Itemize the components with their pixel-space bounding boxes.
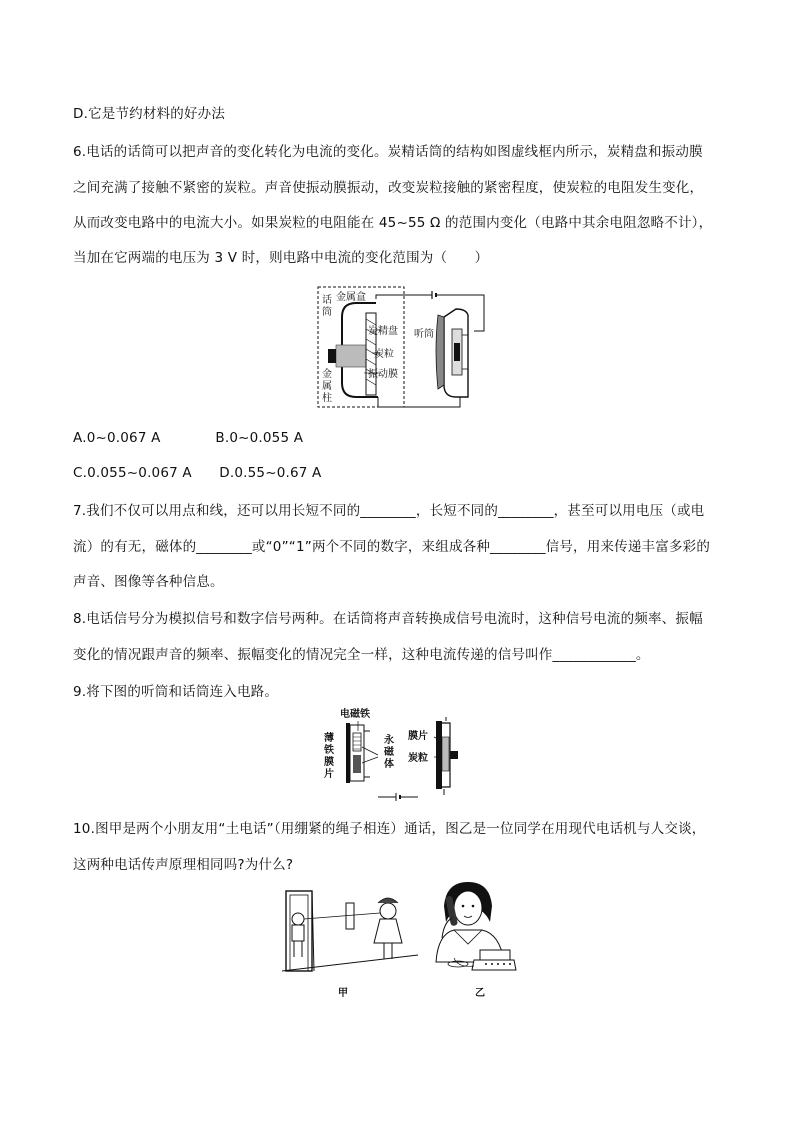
- label-metal-post-2: 属: [322, 381, 332, 392]
- label-receiver: 听筒: [414, 329, 434, 340]
- caption-jia: 甲: [338, 988, 348, 999]
- label-metal-post-1: 金: [322, 369, 332, 380]
- receiver-microphone-figure: [322, 707, 472, 803]
- q7-line-1: 7.我们不仅可以用点和线，还可以用长短不同的________，长短不同的________，甚至可以用电压（或电: [73, 503, 705, 519]
- label-iron-film-3: 膜: [324, 757, 334, 768]
- label-metal-box: 金属盒: [336, 292, 366, 303]
- label-metal-post-3: 柱: [322, 393, 332, 404]
- label-iron-film-4: 片: [324, 769, 334, 780]
- q6-line-1: 6.电话的话筒可以把声音的变化转化为电流的变化。炭精话筒的结构如图虚线框内所示，炭精盘和振动膜: [73, 144, 703, 160]
- carbon-microphone-figure: [316, 285, 488, 411]
- string-phone-illustration: [280, 885, 420, 977]
- q6-line-2: 之间充满了接触不紧密的炭粒。声音使振动膜振动，改变炭粒接触的紧密程度，使炭粒的电阻发生变化，: [73, 180, 704, 196]
- q6-options-ab: A.0~0.067 A B.0~0.055 A: [73, 430, 304, 446]
- label-iron-film-1: 薄: [324, 733, 334, 744]
- label-iron-film-2: 铁: [324, 745, 334, 756]
- label-mic-1: 话: [322, 295, 332, 306]
- label-carbon-grain: 炭粒: [374, 349, 394, 360]
- option-d: D.它是节约材料的好办法: [73, 106, 226, 122]
- label-magnet-2: 磁: [384, 747, 394, 758]
- label-diaphragm: 振动膜: [368, 369, 398, 380]
- q7-line-2: 流）的有无，磁体的________或“0”“1”两个不同的数字，来组成各种________信号，用来传递丰富多彩的: [73, 539, 711, 555]
- label-mic-2: 筒: [322, 307, 332, 318]
- label-magnet-3: 体: [384, 759, 394, 770]
- q8-line-1: 8.电话信号分为模拟信号和数字信号两种。在话筒将声音转换成信号电流时，这种信号电流的频率、振幅: [73, 611, 703, 627]
- label-film: 膜片: [408, 731, 428, 742]
- q10-line-1: 10.图甲是两个小朋友用“土电话”（用绷紧的绳子相连）通话，图乙是一位同学在用现代电话机与人交谈，: [73, 821, 706, 837]
- q6-line-4: 当加在它两端的电压为 3 V 时，则电路中电流的变化范围为（ ）: [73, 250, 489, 266]
- label-magnet-1: 永: [384, 735, 394, 746]
- label-grain: 炭粒: [408, 753, 428, 764]
- q10-line-2: 这两种电话传声原理相同吗?为什么?: [73, 857, 294, 873]
- q6-options-cd: C.0.055~0.067 A D.0.55~0.67 A: [73, 465, 322, 481]
- q7-line-3: 声音、图像等各种信息。: [73, 574, 224, 590]
- q8-line-2: 变化的情况跟声音的频率、振幅变化的情况完全一样，这种电流传递的信号叫作____________。: [73, 647, 650, 663]
- caption-yi: 乙: [475, 988, 485, 999]
- q9-line-1: 9.将下图的听筒和话筒连入电路。: [73, 684, 279, 700]
- label-carbon-disc: 炭精盘: [368, 326, 398, 337]
- label-electromagnet: 电磁铁: [340, 709, 370, 720]
- q6-line-3: 从而改变电路中的电流大小。如果炭粒的电阻能在 45~55 Ω 的范围内变化（电路中其余电阻忽略不计），: [73, 215, 713, 231]
- modern-phone-illustration: [428, 878, 520, 976]
